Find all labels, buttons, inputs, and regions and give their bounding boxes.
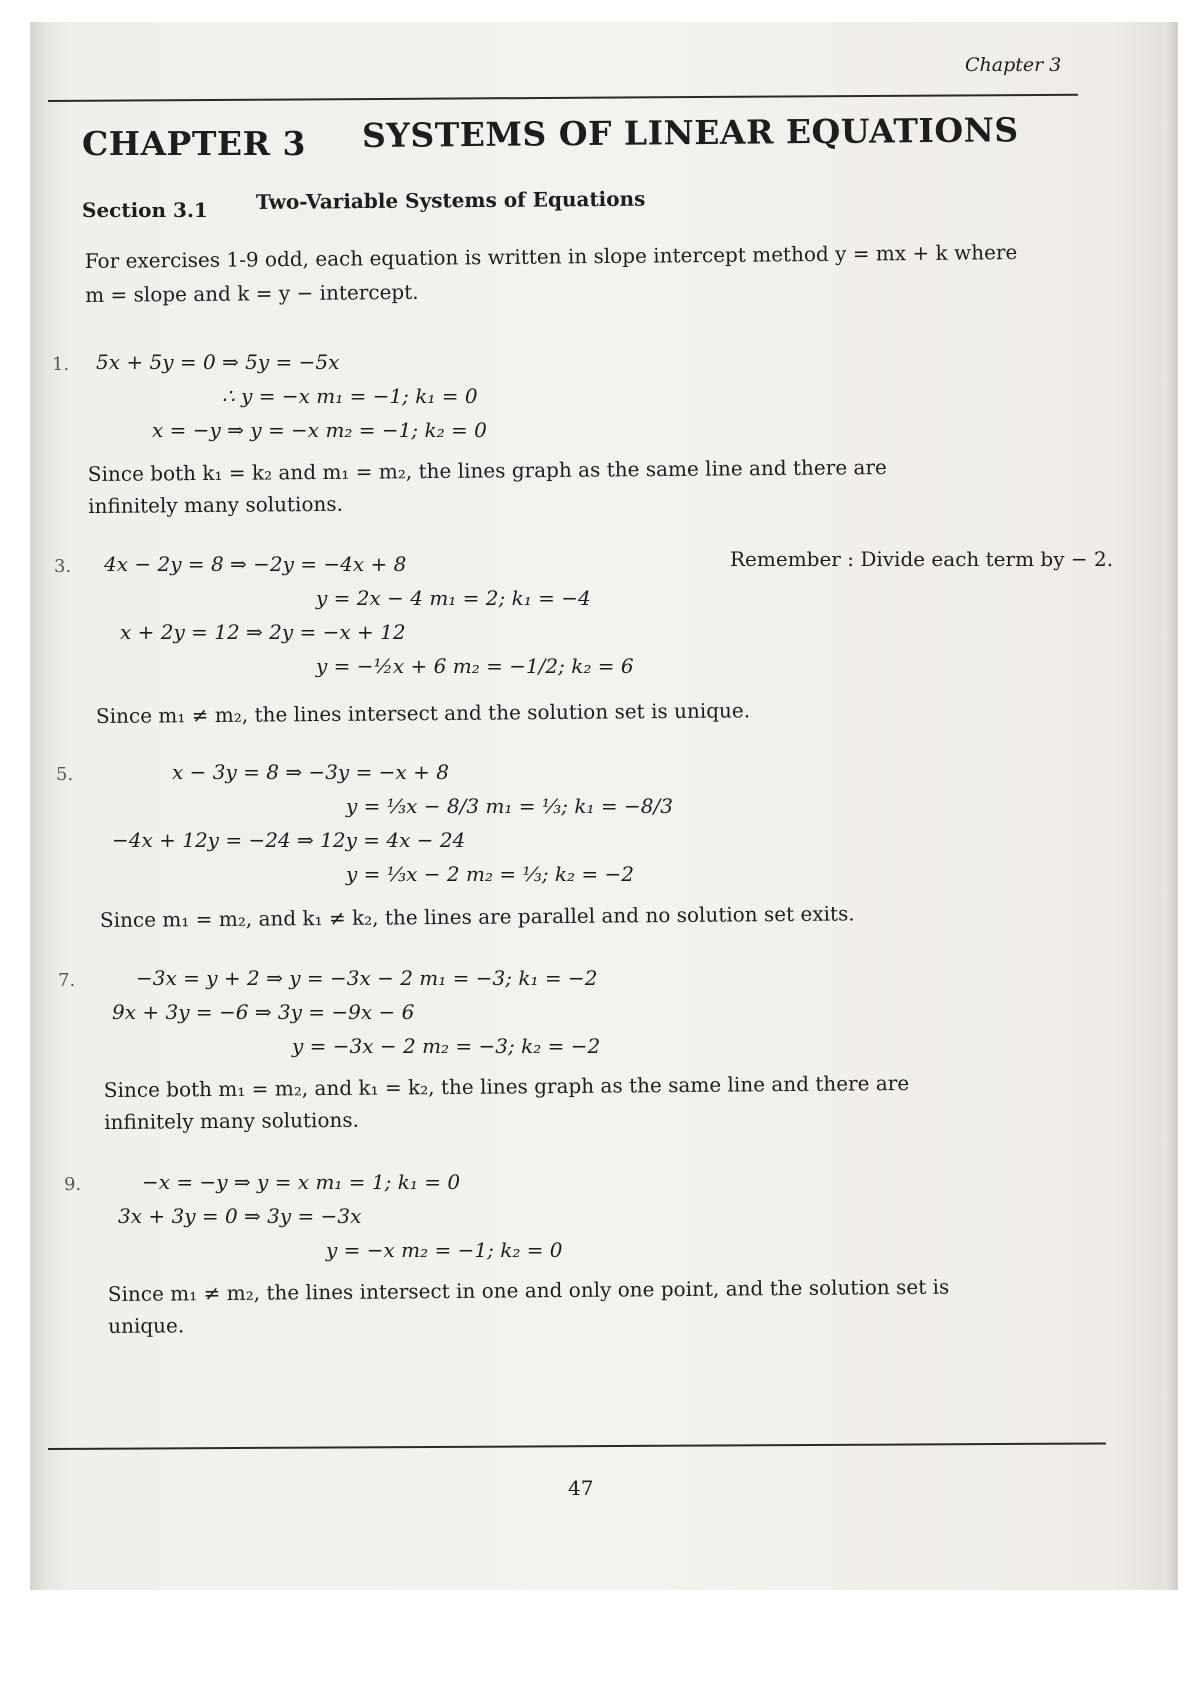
solution-text: [96, 694, 750, 732]
equation-line: −4x + 12y = −24 ⇒ 12y = 4x − 24: [112, 828, 466, 852]
exercise-number: 1.: [52, 354, 70, 375]
solution-line: Since both k₁ = k₂ and m₁ = m₂, the lines graph as the same line and there are: [87, 455, 887, 487]
exercise-number: 3.: [54, 556, 72, 577]
solution-text: [108, 1271, 950, 1342]
solution-line: Since m₁ ≠ m₂, the lines intersect in one and only one point, and the solution set is: [107, 1274, 950, 1307]
solution-line: Since m₁ = m₂, and k₁ ≠ k₂, the lines are parallel and no solution set exits.: [99, 901, 855, 932]
remember-note: Remember : Divide each term by − 2.: [730, 547, 1114, 571]
intro-line-1: For exercises 1-9 odd, each equation is written in slope intercept method y = mx + k where: [84, 240, 1018, 274]
solution-text: [88, 451, 887, 522]
equation-line: y = −½x + 6 m₂ = −1/2; k₂ = 6: [316, 654, 634, 678]
equation-line: x − 3y = 8 ⇒ −3y = −x + 8: [172, 760, 449, 784]
solution-line: infinitely many solutions.: [88, 491, 344, 518]
exercise-number: 7.: [58, 970, 76, 991]
exercise-number: 5.: [56, 764, 74, 785]
equation-line: y = ⅓x − 8/3 m₁ = ⅓; k₁ = −8/3: [346, 794, 673, 818]
equation-line: 5x + 5y = 0 ⇒ 5y = −5x: [96, 350, 340, 374]
equation-line: −3x = y + 2 ⇒ y = −3x − 2 m₁ = −3; k₁ = −2: [136, 966, 598, 990]
footer-rule: [48, 1442, 1106, 1450]
chapter-label: CHAPTER 3: [82, 124, 306, 163]
chapter-title: SYSTEMS OF LINEAR EQUATIONS: [361, 110, 1019, 155]
equation-line: y = 2x − 4 m₁ = 2; k₁ = −4: [316, 586, 591, 610]
page-edge-shadow: [1164, 22, 1178, 1590]
header-rule: [48, 94, 1078, 102]
equation-line: x = −y ⇒ y = −x m₂ = −1; k₂ = 0: [152, 418, 487, 442]
solution-line: unique.: [108, 1313, 185, 1338]
section-title: Two-Variable Systems of Equations: [255, 186, 646, 214]
equation-line: −x = −y ⇒ y = x m₁ = 1; k₁ = 0: [142, 1170, 461, 1194]
equation-line: 3x + 3y = 0 ⇒ 3y = −3x: [118, 1204, 362, 1228]
intro-paragraph: [85, 235, 1018, 312]
solution-line: Since m₁ ≠ m₂, the lines intersect and the solution set is unique.: [95, 698, 751, 728]
solution-line: Since both m₁ = m₂, and k₁ = k₂, the lines graph as the same line and there are: [103, 1070, 910, 1103]
equation-line: y = −3x − 2 m₂ = −3; k₂ = −2: [292, 1034, 601, 1058]
page-number: 47: [568, 1476, 594, 1500]
equation-line: y = −x m₂ = −1; k₂ = 0: [326, 1238, 563, 1262]
solution-line: infinitely many solutions.: [104, 1107, 360, 1134]
scanned-page: [30, 22, 1178, 1590]
section-number: Section 3.1: [82, 198, 208, 222]
exercise-number: 9.: [64, 1174, 82, 1195]
intro-line-2: m = slope and k = y − intercept.: [85, 279, 419, 307]
equation-line: y = ⅓x − 2 m₂ = ⅓; k₂ = −2: [346, 862, 635, 886]
equation-line: x + 2y = 12 ⇒ 2y = −x + 12: [120, 620, 406, 644]
solution-text: [100, 897, 855, 936]
solution-text: [104, 1067, 910, 1138]
equation-line: ∴ y = −x m₁ = −1; k₁ = 0: [222, 384, 478, 408]
equation-line: 4x − 2y = 8 ⇒ −2y = −4x + 8: [104, 552, 407, 576]
running-head: Chapter 3: [965, 54, 1062, 76]
equation-line: 9x + 3y = −6 ⇒ 3y = −9x − 6: [112, 1000, 415, 1024]
